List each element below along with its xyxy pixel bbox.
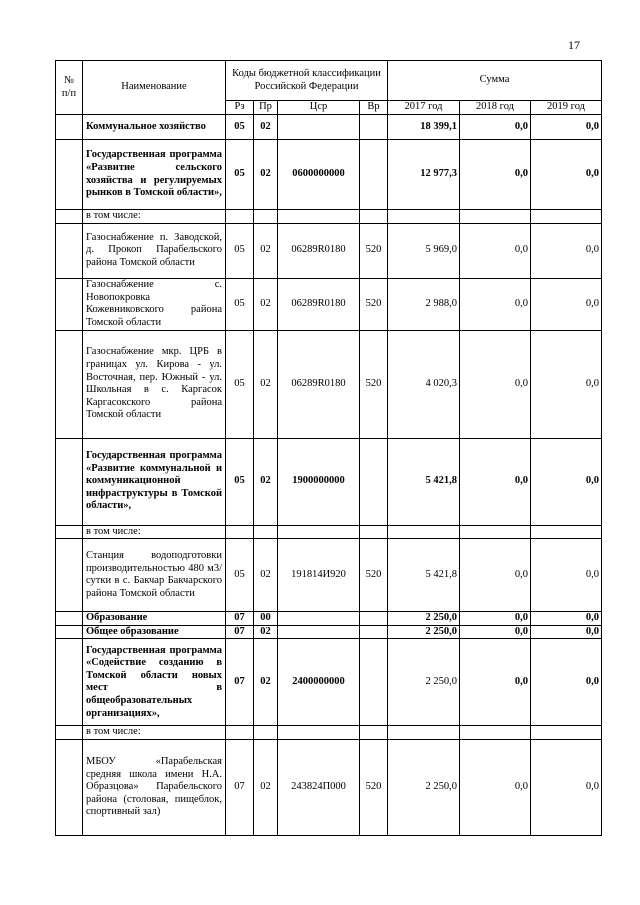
row-pr: 02 — [254, 739, 278, 835]
row-vr — [360, 438, 388, 525]
row-number-cell — [56, 639, 83, 726]
row-name: Газоснабжение п. Заводской, д. Прокоп Парабельского района Томской области — [83, 223, 226, 278]
header-pr: Пр — [254, 101, 278, 115]
row-sum-2017: 4 020,3 — [388, 330, 460, 438]
row-name: Государственная программа «Содействие созданию в Томской области новых мест в общеобразовательных организациях», — [83, 639, 226, 726]
row-rz: 05 — [226, 438, 254, 525]
row-pr: 02 — [254, 140, 278, 210]
row-sum-2019: 0,0 — [531, 115, 602, 140]
row-csr: 0600000000 — [278, 140, 360, 210]
row-name: Государственная программа «Развитие сельского хозяйства и регулируемых рынков в Томской области», — [83, 140, 226, 210]
row-sum-2017: 2 250,0 — [388, 639, 460, 726]
row-rz: 05 — [226, 115, 254, 140]
table-row — [56, 525, 602, 539]
row-number-cell — [56, 539, 83, 612]
table-row — [56, 115, 602, 140]
row-sum-2017: 18 399,1 — [388, 115, 460, 140]
header-2017: 2017 год — [388, 101, 460, 115]
row-pr: 00 — [254, 612, 278, 626]
row-rz — [226, 726, 254, 740]
row-sum-2019: 0,0 — [531, 223, 602, 278]
row-sum-2019: 0,0 — [531, 739, 602, 835]
row-number-cell — [56, 223, 83, 278]
table-row — [56, 223, 602, 278]
table-row — [56, 539, 602, 612]
row-csr — [278, 525, 360, 539]
row-csr: 1900000000 — [278, 438, 360, 525]
row-name: Газоснабжение мкр. ЦРБ в границах ул. Кирова - ул. Восточная, пер. Южный - ул. Школьная в с. Каргасок Каргасокского района Томской области — [83, 330, 226, 438]
table-row — [56, 739, 602, 835]
header-name: Наименование — [83, 61, 226, 115]
row-csr — [278, 625, 360, 639]
row-csr: 06289R0180 — [278, 330, 360, 438]
row-csr: 06289R0180 — [278, 278, 360, 330]
row-sum-2018: 0,0 — [460, 278, 531, 330]
row-sum-2019: 0,0 — [531, 278, 602, 330]
row-sum-2019: 0,0 — [531, 539, 602, 612]
row-sum-2017: 2 250,0 — [388, 612, 460, 626]
row-sum-2019 — [531, 726, 602, 740]
budget-table — [55, 60, 602, 836]
row-number-cell — [56, 330, 83, 438]
row-number-cell — [56, 438, 83, 525]
row-name: Образование — [83, 612, 226, 626]
row-number-cell — [56, 525, 83, 539]
row-pr: 02 — [254, 438, 278, 525]
row-sum-2017: 2 250,0 — [388, 625, 460, 639]
table-row — [56, 726, 602, 740]
row-sum-2018: 0,0 — [460, 739, 531, 835]
header-vr: Вр — [360, 101, 388, 115]
row-sum-2018: 0,0 — [460, 438, 531, 525]
row-sum-2019: 0,0 — [531, 438, 602, 525]
row-name: Станция водоподготовки производительностью 480 м3/сутки в с. Бакчар Бакчарского района Томской области — [83, 539, 226, 612]
table-row — [56, 278, 602, 330]
row-rz: 05 — [226, 140, 254, 210]
row-pr: 02 — [254, 539, 278, 612]
row-pr: 02 — [254, 278, 278, 330]
row-csr: 2400000000 — [278, 639, 360, 726]
row-number-cell — [56, 278, 83, 330]
row-rz: 07 — [226, 625, 254, 639]
row-pr — [254, 210, 278, 224]
row-number-cell — [56, 612, 83, 626]
row-pr — [254, 726, 278, 740]
row-number-cell — [56, 726, 83, 740]
row-sum-2017 — [388, 210, 460, 224]
header-rz: Рз — [226, 101, 254, 115]
row-vr — [360, 140, 388, 210]
row-vr — [360, 726, 388, 740]
table-row — [56, 625, 602, 639]
table-row — [56, 438, 602, 525]
row-rz: 05 — [226, 330, 254, 438]
row-rz — [226, 525, 254, 539]
row-name: в том числе: — [83, 726, 226, 740]
row-sum-2017: 12 977,3 — [388, 140, 460, 210]
row-vr: 520 — [360, 278, 388, 330]
header-sum: Сумма — [388, 61, 602, 101]
row-sum-2019: 0,0 — [531, 140, 602, 210]
row-number-cell — [56, 210, 83, 224]
row-number-cell — [56, 140, 83, 210]
row-csr: 243824П000 — [278, 739, 360, 835]
row-vr — [360, 525, 388, 539]
row-sum-2017: 2 250,0 — [388, 739, 460, 835]
row-sum-2017 — [388, 726, 460, 740]
row-sum-2017: 5 421,8 — [388, 539, 460, 612]
row-sum-2019: 0,0 — [531, 330, 602, 438]
header-codes: Коды бюджетной классификации Российской Федерации — [226, 61, 388, 101]
row-sum-2019 — [531, 525, 602, 539]
row-sum-2017: 2 988,0 — [388, 278, 460, 330]
row-name: Общее образование — [83, 625, 226, 639]
row-rz: 05 — [226, 223, 254, 278]
row-pr: 02 — [254, 223, 278, 278]
table-row — [56, 140, 602, 210]
row-name: в том числе: — [83, 210, 226, 224]
row-sum-2017: 5 969,0 — [388, 223, 460, 278]
row-pr: 02 — [254, 115, 278, 140]
header-num: № п/п — [56, 61, 83, 115]
row-vr — [360, 612, 388, 626]
row-rz: 05 — [226, 278, 254, 330]
row-name: Государственная программа «Развитие коммунальной и коммуникационной инфраструктуры в Томской области», — [83, 438, 226, 525]
row-vr — [360, 115, 388, 140]
row-name: Газоснабжение с. Новопокровка Кожевниковского района Томской области — [83, 278, 226, 330]
row-csr — [278, 726, 360, 740]
row-pr: 02 — [254, 625, 278, 639]
row-sum-2018: 0,0 — [460, 612, 531, 626]
header-2018: 2018 год — [460, 101, 531, 115]
row-sum-2018: 0,0 — [460, 223, 531, 278]
page-number: 17 — [568, 38, 580, 52]
row-vr: 520 — [360, 739, 388, 835]
table-row — [56, 330, 602, 438]
row-vr — [360, 210, 388, 224]
row-sum-2018: 0,0 — [460, 639, 531, 726]
row-sum-2018 — [460, 726, 531, 740]
row-sum-2018 — [460, 210, 531, 224]
table-row — [56, 210, 602, 224]
row-sum-2018: 0,0 — [460, 625, 531, 639]
row-csr — [278, 612, 360, 626]
row-vr: 520 — [360, 223, 388, 278]
header-csr: Цср — [278, 101, 360, 115]
row-name: МБОУ «Парабельская средняя школа имени Н.А. Образцова» Парабельского района (столовая, пищеблок, спортивный зал) — [83, 739, 226, 835]
row-sum-2018: 0,0 — [460, 140, 531, 210]
table-row — [56, 612, 602, 626]
row-rz: 05 — [226, 539, 254, 612]
row-sum-2018: 0,0 — [460, 115, 531, 140]
row-name: в том числе: — [83, 525, 226, 539]
row-number-cell — [56, 739, 83, 835]
row-csr: 191814И920 — [278, 539, 360, 612]
row-rz: 07 — [226, 612, 254, 626]
row-pr — [254, 525, 278, 539]
row-csr — [278, 210, 360, 224]
row-vr — [360, 639, 388, 726]
row-csr: 06289R0180 — [278, 223, 360, 278]
row-sum-2018: 0,0 — [460, 330, 531, 438]
table-row — [56, 639, 602, 726]
row-sum-2017: 5 421,8 — [388, 438, 460, 525]
row-rz: 07 — [226, 639, 254, 726]
row-sum-2017 — [388, 525, 460, 539]
row-name: Коммунальное хозяйство — [83, 115, 226, 140]
row-sum-2018: 0,0 — [460, 539, 531, 612]
row-sum-2019: 0,0 — [531, 625, 602, 639]
row-sum-2018 — [460, 525, 531, 539]
row-vr: 520 — [360, 330, 388, 438]
row-sum-2019: 0,0 — [531, 612, 602, 626]
row-sum-2019: 0,0 — [531, 639, 602, 726]
row-number-cell — [56, 625, 83, 639]
row-number-cell — [56, 115, 83, 140]
row-sum-2019 — [531, 210, 602, 224]
row-pr: 02 — [254, 330, 278, 438]
row-vr — [360, 625, 388, 639]
row-vr: 520 — [360, 539, 388, 612]
row-pr: 02 — [254, 639, 278, 726]
header-2019: 2019 год — [531, 101, 602, 115]
row-csr — [278, 115, 360, 140]
row-rz — [226, 210, 254, 224]
row-rz: 07 — [226, 739, 254, 835]
